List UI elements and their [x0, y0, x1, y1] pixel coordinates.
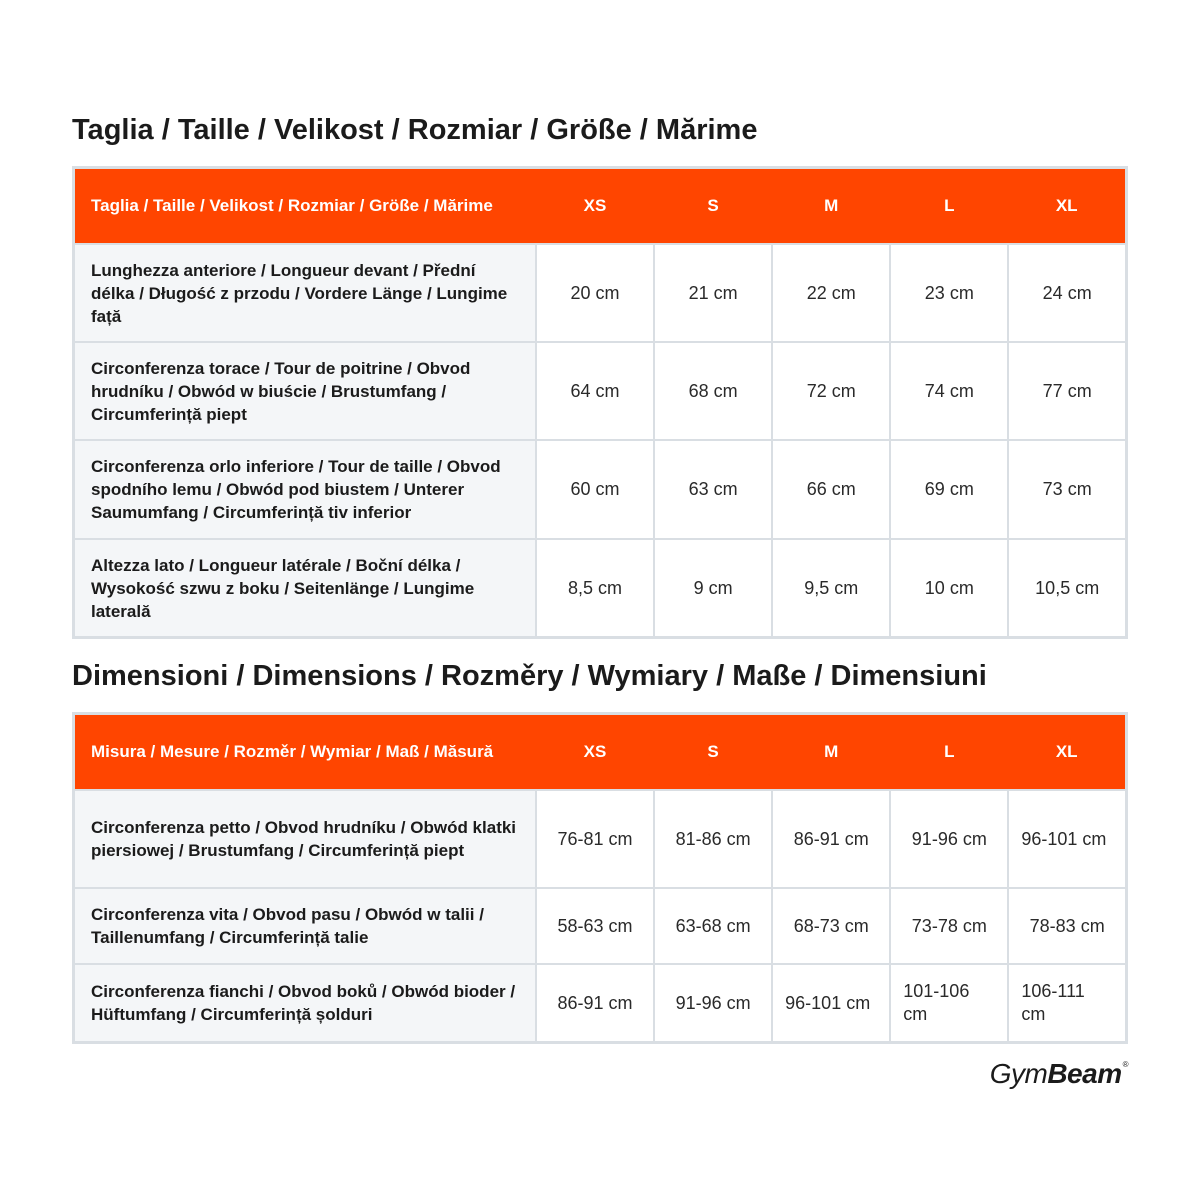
row-label: Circonferenza torace / Tour de poitrine / Obvod hrudníku / Obwód w biuście / Brustumfang / Circumferință piept	[74, 342, 536, 440]
header-size-xs: XS	[536, 168, 654, 245]
value-cell: 22 cm	[772, 244, 890, 342]
header-size-xl: XL	[1008, 714, 1126, 791]
dimensions-section-title: Dimensioni / Dimensions / Rozměry / Wymiary / Maße / Dimensiuni	[72, 660, 987, 692]
value-cell: 10 cm	[890, 539, 1008, 638]
value-cell: 58-63 cm	[536, 888, 654, 964]
table-row	[74, 790, 1127, 888]
logo-text-beam: Beam	[1047, 1058, 1122, 1089]
value-cell: 91-96 cm	[654, 964, 772, 1043]
header-size-m: M	[772, 714, 890, 791]
header-size-s: S	[654, 714, 772, 791]
table-row	[74, 440, 1127, 539]
value-cell: 68-73 cm	[772, 888, 890, 964]
header-size-xl: XL	[1008, 168, 1126, 245]
value-cell: 63-68 cm	[654, 888, 772, 964]
row-label: Circonferenza fianchi / Obvod boků / Obwód bioder / Hüftumfang / Circumferință șolduri	[74, 964, 536, 1043]
value-cell: 76-81 cm	[536, 790, 654, 888]
table-row	[74, 964, 1127, 1043]
value-cell: 81-86 cm	[654, 790, 772, 888]
value-cell: 9,5 cm	[772, 539, 890, 638]
registered-mark: ®	[1122, 1060, 1128, 1069]
table-row	[74, 244, 1127, 342]
value-cell: 24 cm	[1008, 244, 1126, 342]
value-cell: 64 cm	[536, 342, 654, 440]
value-cell: 9 cm	[654, 539, 772, 638]
value-cell: 63 cm	[654, 440, 772, 539]
header-label-cell: Misura / Mesure / Rozměr / Wymiar / Maß / Măsură	[74, 714, 536, 791]
header-size-xs: XS	[536, 714, 654, 791]
value-cell: 96-101 cm	[1008, 790, 1126, 888]
value-cell: 72 cm	[772, 342, 890, 440]
row-label: Circonferenza petto / Obvod hrudníku / Obwód klatki piersiowej / Brustumfang / Circumferință piept	[74, 790, 536, 888]
value-cell: 96-101 cm	[772, 964, 890, 1043]
value-cell: 60 cm	[536, 440, 654, 539]
value-cell: 77 cm	[1008, 342, 1126, 440]
value-cell: 73 cm	[1008, 440, 1126, 539]
logo-text-gym: Gym	[989, 1058, 1048, 1089]
value-cell: 101-106 cm	[890, 964, 1008, 1043]
table-row	[74, 888, 1127, 964]
header-size-l: L	[890, 168, 1008, 245]
value-cell: 23 cm	[890, 244, 1008, 342]
value-cell: 78-83 cm	[1008, 888, 1126, 964]
value-cell: 106-111 cm	[1008, 964, 1126, 1043]
value-cell: 86-91 cm	[772, 790, 890, 888]
value-cell: 21 cm	[654, 244, 772, 342]
value-cell: 8,5 cm	[536, 539, 654, 638]
dimensions-table	[72, 712, 1128, 1044]
size-table	[72, 166, 1128, 639]
value-cell: 66 cm	[772, 440, 890, 539]
table-header-row	[74, 714, 1127, 791]
table-row	[74, 342, 1127, 440]
value-cell: 68 cm	[654, 342, 772, 440]
header-label-cell: Taglia / Taille / Velikost / Rozmiar / Größe / Mărime	[74, 168, 536, 245]
value-cell: 74 cm	[890, 342, 1008, 440]
header-size-l: L	[890, 714, 1008, 791]
header-size-m: M	[772, 168, 890, 245]
row-label: Circonferenza orlo inferiore / Tour de taille / Obvod spodního lemu / Obwód pod biustem / Unterer Saumumfang / Circumferință tiv inferior	[74, 440, 536, 539]
value-cell: 10,5 cm	[1008, 539, 1126, 638]
value-cell: 91-96 cm	[890, 790, 1008, 888]
value-cell: 20 cm	[536, 244, 654, 342]
gymbeam-logo	[990, 1058, 1128, 1090]
size-section-title: Taglia / Taille / Velikost / Rozmiar / Größe / Mărime	[72, 114, 758, 146]
table-header-row	[74, 168, 1127, 245]
row-label: Altezza lato / Longueur latérale / Boční délka / Wysokość szwu z boku / Seitenlänge / Lungime laterală	[74, 539, 536, 638]
table-row	[74, 539, 1127, 638]
row-label: Lunghezza anteriore / Longueur devant / Přední délka / Długość z przodu / Vordere Länge / Lungime față	[74, 244, 536, 342]
value-cell: 69 cm	[890, 440, 1008, 539]
value-cell: 73-78 cm	[890, 888, 1008, 964]
value-cell: 86-91 cm	[536, 964, 654, 1043]
header-size-s: S	[654, 168, 772, 245]
row-label: Circonferenza vita / Obvod pasu / Obwód w talii / Taillenumfang / Circumferință talie	[74, 888, 536, 964]
